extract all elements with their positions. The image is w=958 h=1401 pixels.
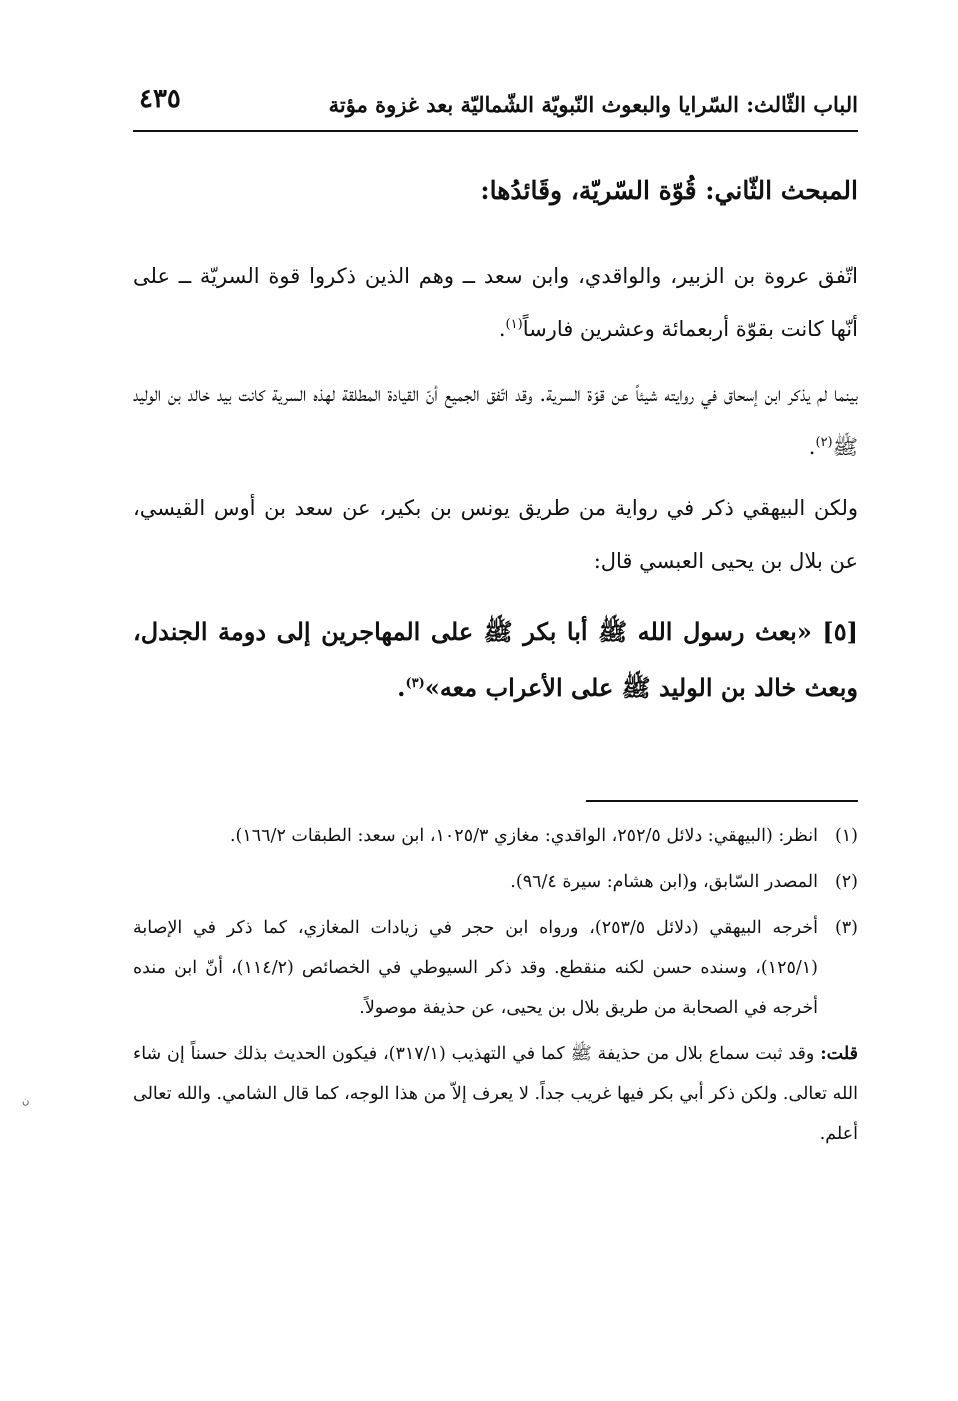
- footnote-1: [133, 816, 858, 856]
- footnote-ref-2: (٢): [815, 435, 833, 450]
- section-heading: المبحث الثّاني: قُوّة السّريّة، وقَائدُها:: [480, 176, 858, 205]
- paragraph-end: .: [808, 435, 816, 459]
- paragraph-text: ولكن البيهقي ذكر في رواية من طريق يونس بن بكير، عن سعد بن أوس القيسي، عن بلال بن يحيى العبسي قال:: [133, 496, 858, 573]
- margin-mark: ن: [22, 1096, 30, 1107]
- hadith-end: .: [397, 673, 406, 702]
- running-header: [133, 84, 858, 132]
- footnote-2: [133, 862, 858, 902]
- footnote-marker: (١): [834, 826, 858, 846]
- footnote-text: المصدر السّابق، و(ابن هشام: سيرة ٩٦/٤).: [510, 872, 818, 892]
- footnote-text: أخرجه البيهقي (دلائل ٢٥٣/٥)، ورواه ابن حجر في زيادات المغازي، كما ذكر في الإصابة (١٢٥/١)، وسنده حسن لكنه منقطع. وقد ذكر السيوطي في الخصائص (١١٤/٢)، أنّ ابن منده أخرجه في الصحابة من طريق بلال بن يحيى، عن حذيفة موصولاً.: [133, 918, 818, 1018]
- footnote-3: [133, 908, 858, 1028]
- footnotes: [133, 816, 858, 1154]
- footnote-marker: (٢): [834, 872, 858, 892]
- footnote-ref-1: (١): [505, 317, 523, 332]
- paragraph-3: [133, 482, 858, 588]
- paragraph-2: [133, 368, 858, 474]
- footnote-marker: (٣): [834, 918, 858, 938]
- paragraph-text: بينما لم يذكر ابن إسحاق في روايته شيئاً عن قوّة السرية. وقد اتّفق الجميع أنّ القيادة المطلقة لهذه السرية كانت بيد خالد بن الوليد ﷺ: [133, 382, 858, 459]
- footnote-comment: [133, 1034, 858, 1154]
- footnote-ref-3: (٣): [405, 676, 425, 691]
- comment-text: وقد ثبت سماع بلال من حذيفة ﷺ كما في التهذيب (٣١٧/١)، فيكون الحديث بذلك حسناً إن شاء الله تعالى. ولكن ذكر أبي بكر فيها غريب جداً. لا يعرف إلاّ من هذا الوجه، كما قال الشامي. والله تعالى أعلم.: [133, 1044, 858, 1144]
- footnote-divider: [586, 800, 858, 802]
- paragraph-1: [133, 250, 858, 356]
- hadith-number: [٥]: [822, 617, 859, 646]
- paragraph-text: اتّفق عروة بن الزبير، والواقدي، وابن سعد ــ وهم الذين ذكروا قوة السريّة ــ على أنّها كانت بقوّة أربعمائة وعشرين فارساً: [133, 264, 858, 341]
- chapter-title: الباب الثّالث: السّرايا والبعوث النّبويّة الشّماليّة بعد غزوة مؤتة: [328, 92, 858, 117]
- footnote-text: انظر: (البيهقي: دلائل ٢٥٢/٥، الواقدي: مغازي ١٠٢٥/٣، ابن سعد: الطبقات ١٦٦/٢).: [229, 826, 818, 846]
- paragraph-end: .: [498, 317, 506, 341]
- hadith-quote: [133, 604, 858, 716]
- hadith-text: «بعث رسول الله ﷺ أبا بكر ﷺ على المهاجرين إلى دومة الجندل، وبعث خالد بن الوليد ﷺ على الأعراب معه»: [133, 617, 858, 702]
- comment-label: قلت:: [820, 1044, 858, 1064]
- page-number: ٤٣٥: [139, 84, 181, 114]
